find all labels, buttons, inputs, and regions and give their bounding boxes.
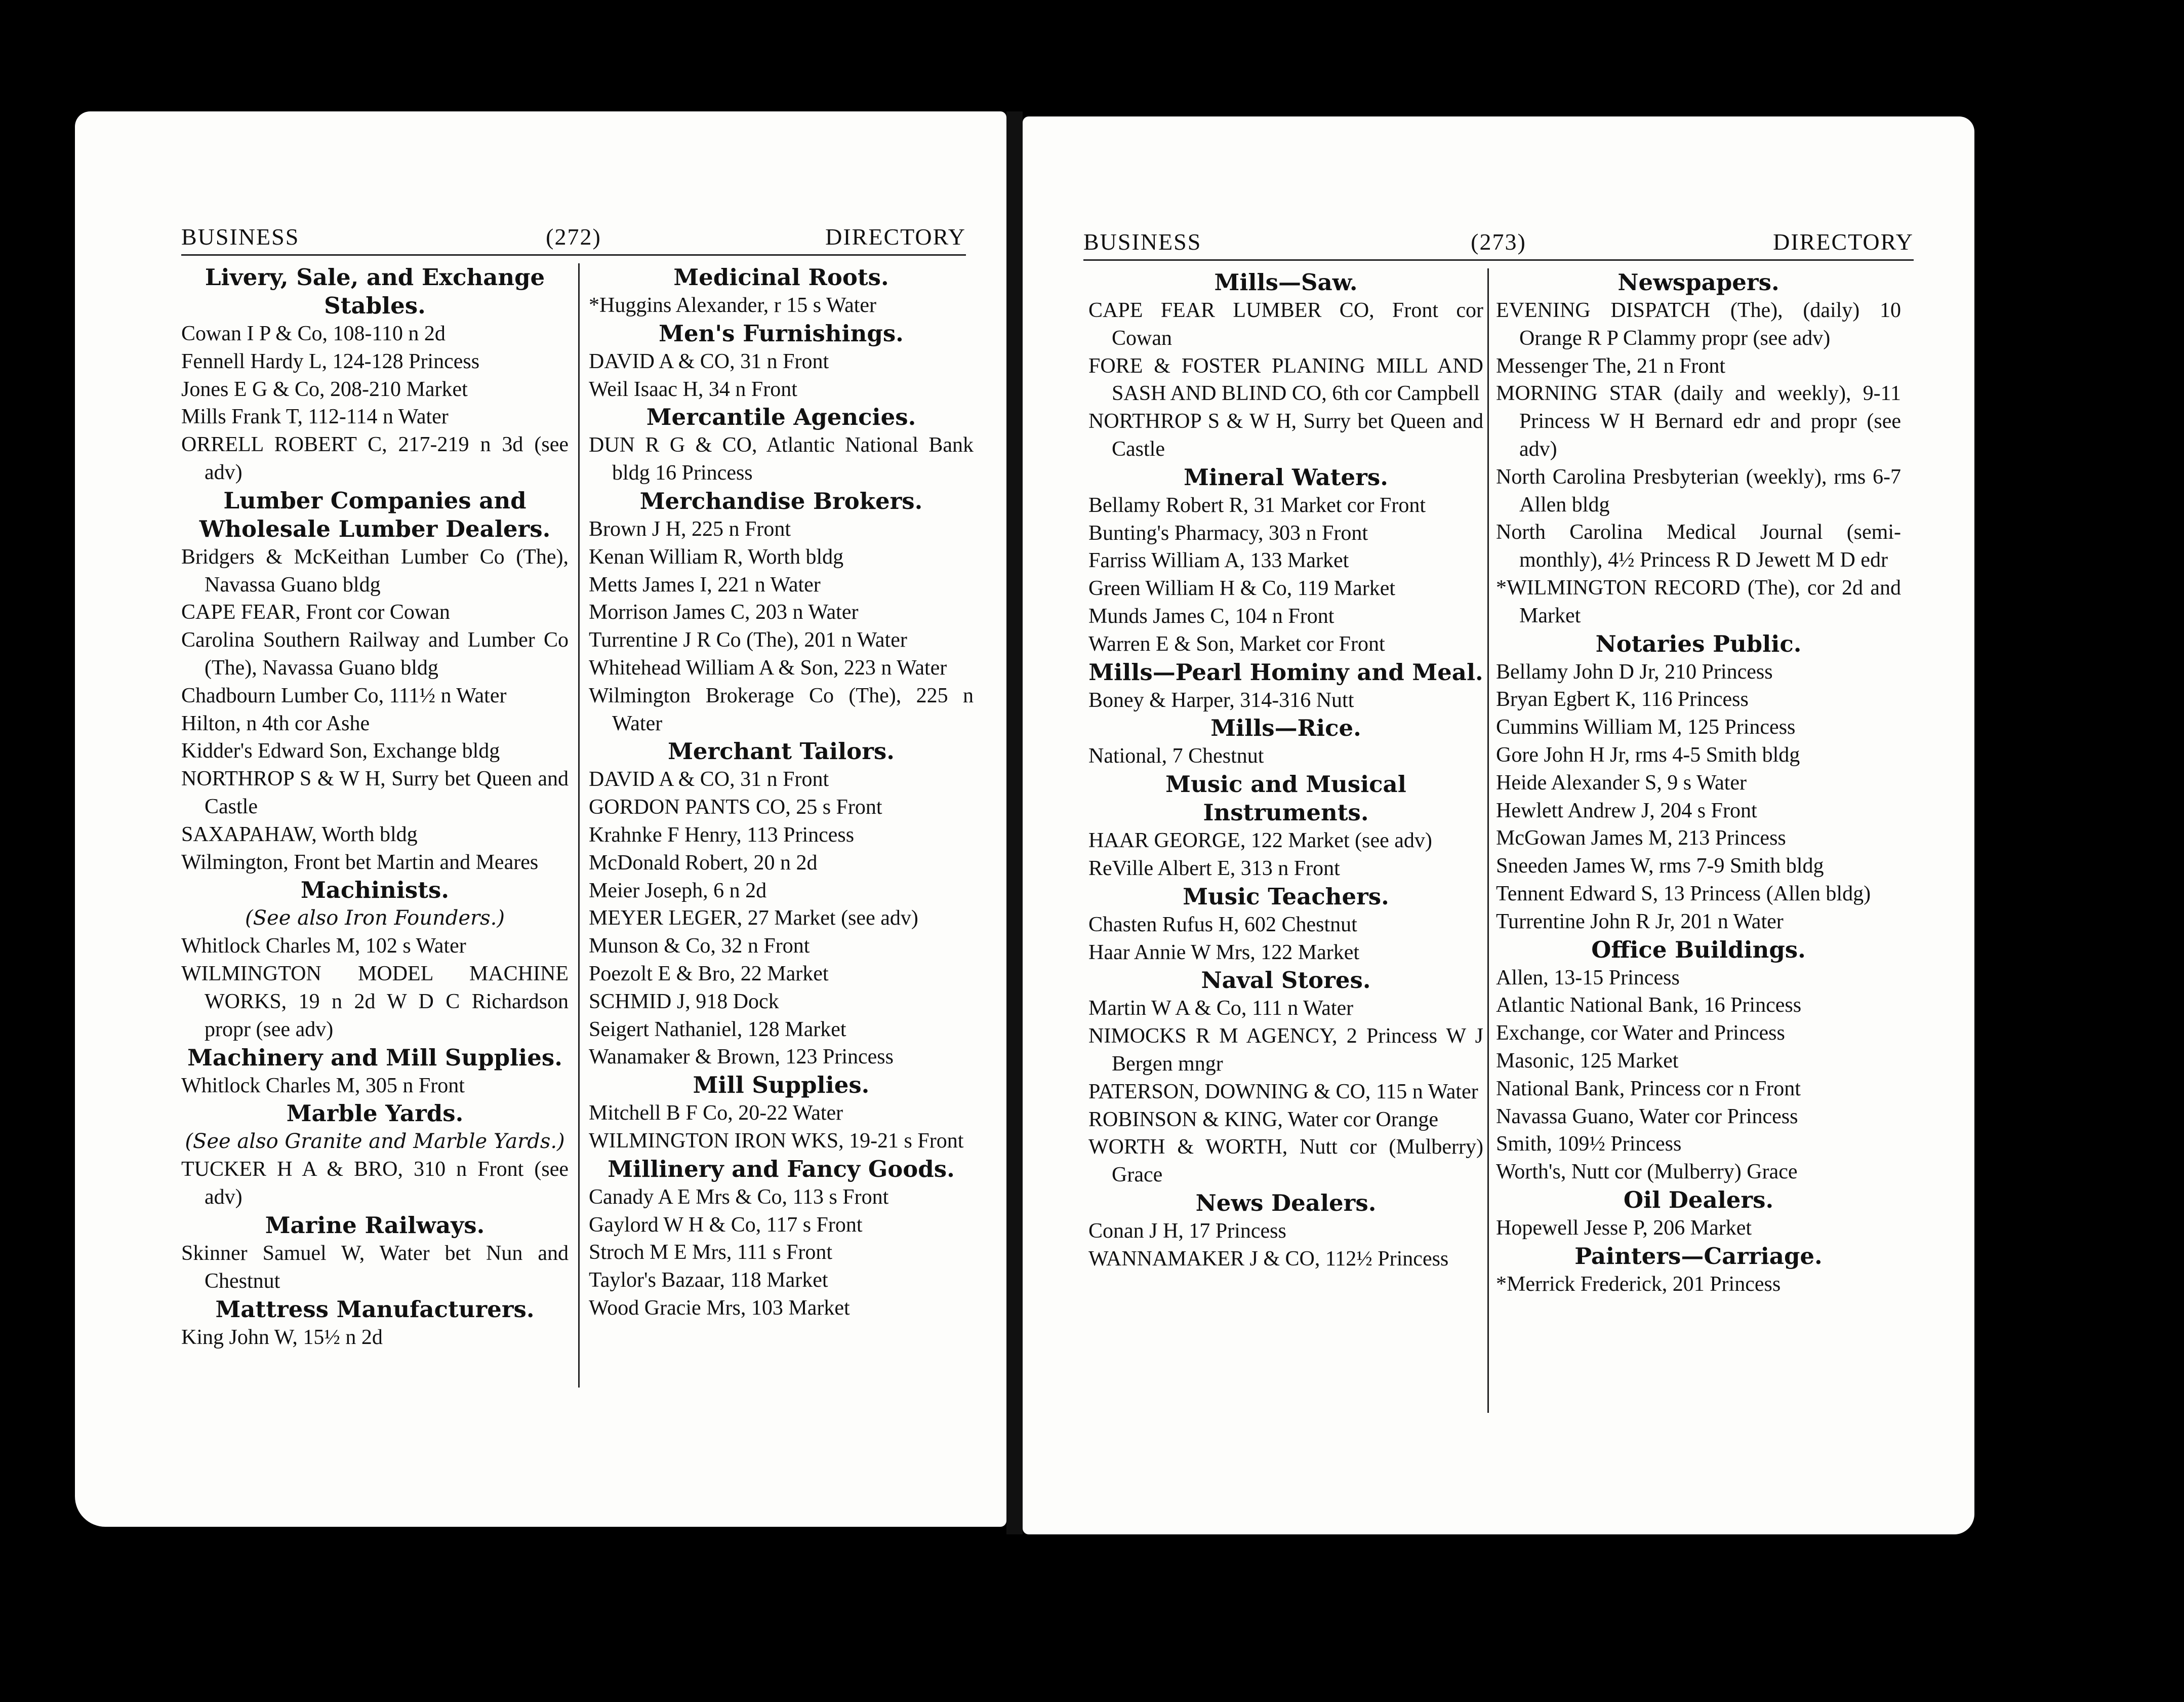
directory-entry: WILMINGTON MODEL MACHINE WORKS, 19 n 2d W D C Richardson propr (see adv) — [181, 962, 569, 1041]
directory-entry: Whitehead William A & Son, 223 n Water — [589, 656, 947, 680]
section-heading: Marine Railways. — [265, 1211, 485, 1239]
section-heading: Livery, Sale, and Exchange Stables. — [205, 264, 545, 319]
section-heading: Merchant Tailors. — [668, 738, 895, 765]
section-heading: Millinery and Fancy Goods. — [608, 1155, 955, 1182]
directory-entry: Jones E G & Co, 208-210 Market — [181, 377, 468, 401]
directory-entry: NORTHROP S & W H, Surry bet Queen and Castle — [181, 767, 569, 818]
directory-entry: King John W, 15½ n 2d — [181, 1325, 383, 1349]
left-page-columns — [181, 263, 974, 1469]
directory-entry: Haar Annie W Mrs, 122 Market — [1088, 940, 1360, 964]
directory-entry: Munson & Co, 32 n Front — [589, 934, 810, 958]
directory-entry: Gore John H Jr, rms 4-5 Smith bldg — [1496, 743, 1800, 767]
directory-entry: Tennent Edward S, 13 Princess (Allen bldg) — [1496, 882, 1871, 905]
left-page — [75, 111, 1006, 1527]
directory-entry: Bellamy John D Jr, 210 Princess — [1496, 660, 1773, 684]
directory-entry: Green William H & Co, 119 Market — [1088, 577, 1396, 601]
section-heading: Painters—Carriage. — [1574, 1242, 1823, 1270]
directory-section — [1496, 268, 1901, 630]
directory-entry: Cowan I P & Co, 108-110 n 2d — [181, 322, 446, 345]
directory-section — [1088, 463, 1483, 658]
directory-entry: Mills Frank T, 112-114 n Water — [181, 405, 449, 429]
directory-entry: FORE & FOSTER PLANING MILL AND SASH AND BLIND CO, 6th cor Campbell — [1088, 354, 1483, 406]
directory-entry: Turrentine John R Jr, 201 n Water — [1496, 909, 1784, 933]
directory-entry: Munds James C, 104 n Front — [1088, 604, 1334, 628]
directory-entry: Boney & Harper, 314-316 Nutt — [1088, 688, 1354, 712]
directory-section — [181, 1099, 569, 1211]
right-page-columns — [1083, 268, 1904, 1474]
directory-section — [1088, 268, 1483, 463]
directory-entry: NORTHROP S & W H, Surry bet Queen and Castle — [1088, 410, 1483, 461]
directory-entry: Krahnke F Henry, 113 Princess — [589, 823, 855, 847]
directory-entry: Stroch M E Mrs, 111 s Front — [589, 1241, 833, 1264]
running-head-right-word: DIRECTORY — [825, 224, 966, 250]
directory-entry: Gaylord W H & Co, 117 s Front — [589, 1213, 863, 1237]
directory-entry: Cummins William M, 125 Princess — [1496, 716, 1796, 739]
directory-entry: Wanamaker & Brown, 123 Princess — [589, 1045, 894, 1069]
column-divider — [1487, 268, 1489, 1413]
directory-section — [589, 1071, 974, 1155]
section-heading: Mill Supplies. — [693, 1072, 870, 1099]
directory-entry: Chasten Rufus H, 602 Chestnut — [1088, 913, 1357, 936]
directory-entry: Whitlock Charles M, 305 n Front — [181, 1074, 465, 1097]
section-heading: News Dealers. — [1195, 1189, 1377, 1216]
running-head-left-word: BUSINESS — [1083, 229, 1202, 255]
section-heading: Medicinal Roots. — [673, 264, 889, 291]
directory-entry: Taylor's Bazaar, 118 Market — [589, 1269, 828, 1292]
directory-entry: *WILMINGTON RECORD (The), cor 2d and Market — [1496, 576, 1901, 627]
directory-entry: Masonic, 125 Market — [1496, 1049, 1679, 1073]
directory-entry: Heide Alexander S, 9 s Water — [1496, 771, 1747, 795]
running-head-right — [1083, 229, 1914, 261]
directory-entry: Hilton, n 4th cor Ashe — [181, 711, 370, 735]
directory-entry: Smith, 109½ Princess — [1496, 1132, 1682, 1156]
section-heading: Merchandise Brokers. — [639, 487, 923, 514]
directory-entry: Mitchell B F Co, 20-22 Water — [589, 1101, 843, 1125]
directory-entry: Seigert Nathaniel, 128 Market — [589, 1017, 846, 1041]
section-heading: Newspapers. — [1617, 269, 1779, 296]
right-page — [1023, 116, 1974, 1534]
directory-entry: NIMOCKS R M AGENCY, 2 Princess W J Bergen mngr — [1088, 1024, 1483, 1076]
directory-entry: Hopewell Jesse P, 206 Market — [1496, 1216, 1752, 1240]
directory-section — [1496, 936, 1901, 1186]
directory-entry: Kenan William R, Worth bldg — [589, 545, 844, 569]
section-note: (See also Granite and Marble Yards.) — [185, 1130, 565, 1154]
directory-entry: Wood Gracie Mrs, 103 Market — [589, 1296, 850, 1320]
directory-entry: DUN R G & CO, Atlantic National Bank bldg 16 Princess — [589, 433, 974, 485]
section-heading: Mattress Manufacturers. — [215, 1295, 535, 1323]
directory-entry: Skinner Samuel W, Water bet Nun and Chestnut — [181, 1241, 569, 1293]
directory-section — [1088, 770, 1483, 883]
directory-section — [1088, 714, 1483, 770]
directory-entry: MEYER LEGER, 27 Market (see adv) — [589, 906, 918, 930]
directory-section — [1088, 1189, 1483, 1273]
directory-section — [1496, 1186, 1901, 1242]
section-heading: Mineral Waters. — [1184, 463, 1388, 491]
directory-entry: Fennell Hardy L, 124-128 Princess — [181, 349, 480, 373]
running-head-right-word: DIRECTORY — [1773, 229, 1914, 255]
section-heading: Mills—Rice. — [1210, 715, 1361, 742]
directory-entry: SAXAPAHAW, Worth bldg — [181, 822, 418, 846]
directory-entry: McDonald Robert, 20 n 2d — [589, 851, 818, 875]
book-spine — [1006, 111, 1023, 1534]
section-heading: Men's Furnishings. — [659, 320, 904, 347]
directory-section — [589, 320, 974, 404]
section-heading: Mercantile Agencies. — [646, 404, 916, 431]
directory-entry: WANNAMAKER J & CO, 112½ Princess — [1088, 1247, 1449, 1271]
column — [181, 263, 569, 1469]
directory-entry: ORRELL ROBERT C, 217-219 n 3d (see adv) — [181, 433, 569, 484]
directory-entry: Bunting's Pharmacy, 303 n Front — [1088, 521, 1368, 545]
directory-entry: Bellamy Robert R, 31 Market cor Front — [1088, 493, 1426, 517]
directory-entry: Brown J H, 225 n Front — [589, 517, 791, 541]
directory-entry: SCHMID J, 918 Dock — [589, 989, 779, 1013]
directory-entry: WORTH & WORTH, Nutt cor (Mulberry) Grace — [1088, 1135, 1483, 1187]
column — [1496, 268, 1901, 1474]
directory-entry: National Bank, Princess cor n Front — [1496, 1077, 1801, 1100]
directory-entry: WILMINGTON IRON WKS, 19-21 s Front — [589, 1129, 964, 1153]
section-note: (See also Iron Founders.) — [245, 906, 505, 930]
section-heading: Marble Yards. — [286, 1100, 464, 1127]
directory-entry: CAPE FEAR, Front cor Cowan — [181, 601, 450, 624]
directory-entry: Meier Joseph, 6 n 2d — [589, 879, 767, 902]
directory-entry: Martin W A & Co, 111 n Water — [1088, 997, 1354, 1020]
directory-entry: Hewlett Andrew J, 204 s Front — [1496, 799, 1757, 822]
section-heading: Mills—Pearl Hominy and Meal. — [1088, 658, 1483, 686]
directory-entry: *Huggins Alexander, r 15 s Water — [589, 294, 877, 317]
directory-section — [181, 487, 569, 877]
directory-section — [1088, 883, 1483, 967]
column — [589, 263, 974, 1469]
directory-entry: Atlantic National Bank, 16 Princess — [1496, 994, 1802, 1017]
directory-entry: Kidder's Edward Son, Exchange bldg — [181, 739, 500, 763]
section-heading: Naval Stores. — [1201, 967, 1371, 994]
directory-section — [589, 263, 974, 320]
directory-entry: ROBINSON & KING, Water cor Orange — [1088, 1107, 1439, 1131]
page-number: (272) — [546, 224, 601, 250]
directory-entry: CAPE FEAR LUMBER CO, Front cor Cowan — [1088, 299, 1483, 350]
directory-section — [1088, 658, 1483, 715]
directory-section — [181, 1044, 569, 1100]
directory-entry: Turrentine J R Co (The), 201 n Water — [589, 628, 907, 652]
section-heading: Music Teachers. — [1183, 883, 1389, 910]
directory-entry: Wilmington, Front bet Martin and Meares — [181, 850, 539, 874]
directory-entry: Sneeden James W, rms 7-9 Smith bldg — [1496, 854, 1824, 878]
directory-section — [1088, 966, 1483, 1189]
directory-section — [589, 737, 974, 1071]
directory-entry: Weil Isaac H, 34 n Front — [589, 377, 797, 401]
column-divider — [578, 263, 580, 1388]
directory-entry: Bridgers & McKeithan Lumber Co (The), Navassa Guano bldg — [181, 545, 569, 597]
section-heading: Oil Dealers. — [1623, 1186, 1774, 1213]
directory-entry: Morrison James C, 203 n Water — [589, 601, 859, 624]
page-number: (273) — [1471, 229, 1526, 255]
directory-entry: Poezolt E & Bro, 22 Market — [589, 962, 829, 985]
directory-section — [181, 1295, 569, 1352]
directory-entry: Exchange, cor Water and Princess — [1496, 1021, 1785, 1045]
directory-entry: McGowan James M, 213 Princess — [1496, 826, 1786, 850]
directory-entry: Bryan Egbert K, 116 Princess — [1496, 688, 1749, 711]
directory-section — [181, 263, 569, 487]
directory-entry: Messenger The, 21 n Front — [1496, 354, 1725, 378]
directory-entry: Warren E & Son, Market cor Front — [1088, 632, 1385, 656]
section-heading: Machinery and Mill Supplies. — [187, 1044, 562, 1071]
directory-section — [1496, 1242, 1901, 1298]
directory-entry: GORDON PANTS CO, 25 s Front — [589, 796, 882, 819]
directory-entry: Allen, 13-15 Princess — [1496, 966, 1680, 989]
directory-entry: MORNING STAR (daily and weekly), 9-11 Princess W H Bernard edr and propr (see adv) — [1496, 382, 1901, 461]
directory-section — [589, 403, 974, 487]
directory-entry: Carolina Southern Railway and Lumber Co (The), Navassa Guano bldg — [181, 628, 569, 680]
directory-entry: Conan J H, 17 Princess — [1088, 1219, 1286, 1243]
directory-entry: DAVID A & CO, 31 n Front — [589, 349, 829, 373]
running-head-left-word: BUSINESS — [181, 224, 300, 250]
section-heading: Machinists. — [300, 877, 450, 904]
directory-entry: National, 7 Chestnut — [1088, 744, 1264, 768]
directory-section — [181, 1211, 569, 1295]
directory-section — [181, 876, 569, 1043]
directory-entry: ReVille Albert E, 313 n Front — [1088, 856, 1340, 880]
directory-entry: *Merrick Frederick, 201 Princess — [1496, 1272, 1781, 1296]
column — [1088, 268, 1483, 1474]
directory-entry: Canady A E Mrs & Co, 113 s Front — [589, 1185, 889, 1209]
directory-entry: PATERSON, DOWNING & CO, 115 n Water — [1088, 1080, 1478, 1103]
directory-section — [589, 1155, 974, 1322]
section-heading: Music and Musical Instruments. — [1165, 771, 1406, 826]
section-heading: Mills—Saw. — [1214, 269, 1358, 296]
directory-entry: North Carolina Presbyterian (weekly), rms 6-7 Allen bldg — [1496, 465, 1901, 517]
running-head-left — [181, 224, 966, 256]
section-heading: Notaries Public. — [1595, 630, 1802, 657]
directory-section — [589, 487, 974, 737]
directory-entry: North Carolina Medical Journal (semi-monthly), 4½ Princess R D Jewett M D edr — [1496, 521, 1901, 572]
section-heading: Office Buildings. — [1591, 936, 1806, 963]
directory-entry: EVENING DISPATCH (The), (daily) 10 Orange R P Clammy propr (see adv) — [1496, 299, 1901, 350]
directory-entry: Wilmington Brokerage Co (The), 225 n Water — [589, 684, 974, 735]
directory-entry: Farriss William A, 133 Market — [1088, 549, 1349, 573]
directory-section — [1496, 630, 1901, 936]
directory-entry: Worth's, Nutt cor (Mulberry) Grace — [1496, 1160, 1798, 1184]
directory-entry: Chadbourn Lumber Co, 111½ n Water — [181, 684, 507, 707]
directory-entry: TUCKER H A & BRO, 310 n Front (see adv) — [181, 1158, 569, 1209]
directory-entry: HAAR GEORGE, 122 Market (see adv) — [1088, 829, 1432, 853]
directory-entry: Metts James I, 221 n Water — [589, 573, 821, 597]
section-heading: Lumber Companies and Wholesale Lumber Dealers. — [199, 487, 551, 542]
directory-entry: Navassa Guano, Water cor Princess — [1496, 1104, 1798, 1128]
directory-entry: DAVID A & CO, 31 n Front — [589, 768, 829, 791]
directory-entry: Whitlock Charles M, 102 s Water — [181, 934, 466, 958]
